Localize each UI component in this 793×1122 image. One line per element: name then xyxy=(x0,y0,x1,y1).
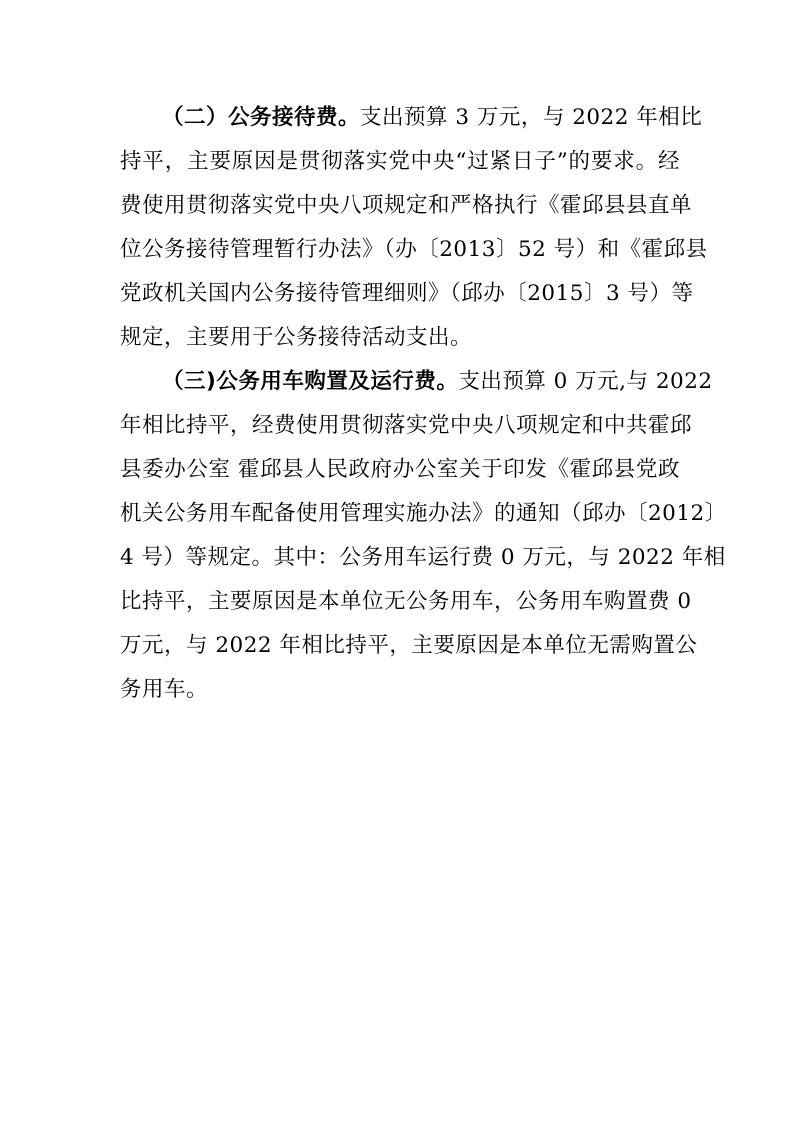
paragraph-line: 县委办公室 霍邱县人民政府办公室关于印发《霍邱县党政 xyxy=(120,457,680,482)
section-3-line-1 xyxy=(162,368,713,396)
section-3-heading: （三)公务用车购置及运行费。 xyxy=(162,369,459,394)
paragraph-line: 位公务接待管理暂行办法》（办〔2013〕52 号）和《霍邱县 xyxy=(120,237,708,262)
paragraph-line: 费使用贯彻落实党中央八项规定和严格执行《霍邱县县直单 xyxy=(120,193,693,218)
section-3-text: 支出预算 0 万元,与 2022 xyxy=(458,369,713,394)
paragraph-line: 机关公务用车配备使用管理实施办法》的通知（邱办〔2012〕 xyxy=(120,501,727,526)
paragraph-line: 比持平，主要原因是本单位无公务用车，公务用车购置费 0 xyxy=(120,589,692,614)
paragraph-line: 规定，主要用于公务接待活动支出。 xyxy=(120,325,473,350)
section-2-line-1 xyxy=(162,104,703,132)
paragraph-line: 务用车。 xyxy=(120,677,209,702)
section-2-text: 支出预算 3 万元，与 2022 年相比 xyxy=(360,105,703,130)
paragraph-line: 万元，与 2022 年相比持平，主要原因是本单位无需购置公 xyxy=(120,633,698,658)
paragraph-line: 4 号）等规定。其中：公务用车运行费 0 万元，与 2022 年相 xyxy=(120,545,726,570)
paragraph-line: 持平，主要原因是贯彻落实党中央“过紧日子”的要求。经 xyxy=(120,149,680,174)
paragraph-line: 年相比持平，经费使用贯彻落实党中央八项规定和中共霍邱 xyxy=(120,413,693,438)
paragraph-line: 党政机关国内公务接待管理细则》（邱办〔2015〕3 号）等 xyxy=(120,281,694,306)
section-2-heading: （二）公务接待费。 xyxy=(162,105,361,130)
